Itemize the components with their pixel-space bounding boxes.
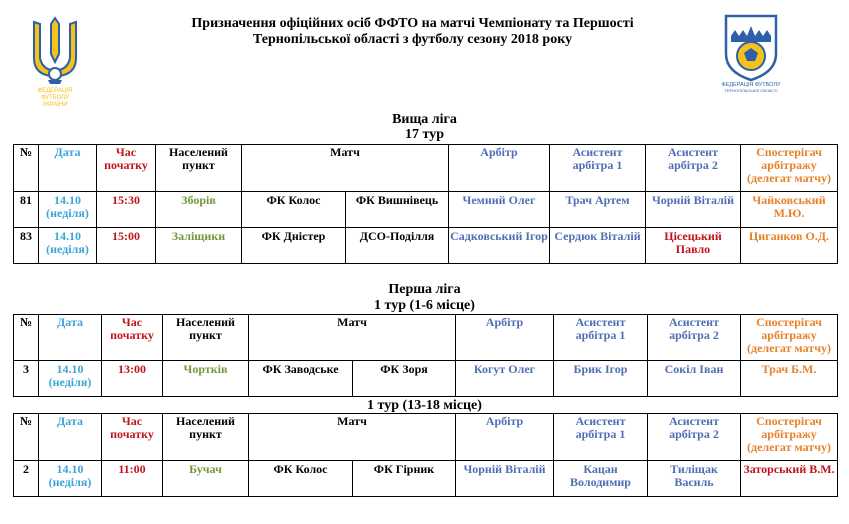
header-assistant2: Асистент арбітра 2 [648, 315, 741, 361]
row-home-team: ФК Заводське [249, 361, 353, 397]
logo-left-line3: УКРАЇНИ [42, 102, 68, 108]
row-assistant2: Тиліщак Василь [648, 461, 741, 497]
fft-logo [718, 14, 784, 94]
row-referee: Садковський Ігор [449, 228, 550, 264]
table-header-row [14, 145, 838, 192]
header-assistant2: Асистент арбітра 2 [648, 414, 741, 461]
row-place: Заліщики [156, 228, 242, 264]
row-time: 11:00 [102, 461, 163, 497]
header-referee: Арбітр [456, 414, 554, 461]
day-value: (неділя) [46, 206, 89, 220]
row-place: Бучач [163, 461, 249, 497]
header-place: Населений пункт [163, 414, 249, 461]
day-value: (неділя) [46, 242, 89, 256]
row-assistant2: Чорній Віталій [646, 192, 741, 228]
persha-bottom-table [13, 413, 838, 497]
row-assistant2: Цісецький Павло [646, 228, 741, 264]
trident-icon [34, 18, 76, 84]
row-num: 3 [14, 361, 39, 397]
header-match: Матч [249, 414, 456, 461]
row-away-team: ДСО-Поділля [346, 228, 449, 264]
row-away-team: ФК Вишнівець [346, 192, 449, 228]
vyshcha-table [13, 144, 838, 264]
header-time: Час початку [102, 315, 163, 361]
row-assistant1: Трач Артем [550, 192, 646, 228]
row-num: 2 [14, 461, 39, 497]
header-date: Дата [39, 414, 102, 461]
header-time: Час початку [97, 145, 156, 192]
row-place: Зборів [156, 192, 242, 228]
row-observer: Циганков О.Д. [741, 228, 838, 264]
document-title [150, 16, 675, 48]
document-title-line1: Призначення офіційних осіб ФФТО на матчі Чемпіонату та Першості [191, 16, 634, 31]
table-row [14, 361, 838, 397]
header-num: № [14, 414, 39, 461]
date-value: 14.10 [56, 362, 84, 376]
header-time: Час початку [102, 414, 163, 461]
header-observer: Спостерігач арбітражу (делегат матчу) [741, 315, 838, 361]
day-value: (неділя) [48, 375, 92, 389]
row-referee: Чорній Віталій [456, 461, 554, 497]
header-referee: Арбітр [449, 145, 550, 192]
header-date: Дата [39, 145, 97, 192]
header-match: Матч [242, 145, 449, 192]
row-observer: Чайковський М.Ю. [741, 192, 838, 228]
row-date [39, 192, 97, 228]
persha-bottom-round-title: 1 тур (13-18 місце) [367, 398, 482, 413]
header-num: № [14, 315, 39, 361]
row-assistant1: Кацан Володимир [554, 461, 648, 497]
header-assistant1: Асистент арбітра 1 [554, 315, 648, 361]
day-value: (неділя) [48, 475, 92, 489]
logo-left-line1: ФЕДЕРАЦІЯ [37, 88, 73, 94]
row-home-team: ФК Дністер [242, 228, 346, 264]
logo-left-line2: ФУТБОЛУ [41, 95, 69, 101]
logo-right-line2: ТЕРНОПІЛЬСЬКОЇ ОБЛАСТІ [724, 88, 778, 93]
persha-top-table [13, 314, 838, 397]
row-away-team: ФК Зоря [353, 361, 456, 397]
date-value: 14.10 [56, 462, 84, 476]
row-assistant2: Сокіл Іван [648, 361, 741, 397]
row-observer: Заторський В.М. [741, 461, 838, 497]
header-assistant1: Асистент арбітра 1 [554, 414, 648, 461]
row-assistant1: Сердюк Віталій [550, 228, 646, 264]
row-num: 83 [14, 228, 39, 264]
header-observer: Спостерігач арбітражу (делегат матчу) [741, 414, 838, 461]
logo-right-line1: ФЕДЕРАЦІЯ ФУТБОЛУ [721, 82, 781, 88]
row-date [39, 361, 102, 397]
table-row [14, 192, 838, 228]
table-header-row [14, 414, 838, 461]
vyshcha-round-title: 17 тур [405, 127, 444, 142]
row-num: 81 [14, 192, 39, 228]
table-row [14, 461, 838, 497]
header-assistant1: Асистент арбітра 1 [550, 145, 646, 192]
date-value: 14.10 [54, 229, 81, 243]
row-away-team: ФК Гірник [353, 461, 456, 497]
header-observer: Спостерігач арбітражу (делегат матчу) [741, 145, 838, 192]
row-time: 15:00 [97, 228, 156, 264]
table-header-row [14, 315, 838, 361]
header-referee: Арбітр [456, 315, 554, 361]
header-match: Матч [249, 315, 456, 361]
ternopil-ball-icon [726, 16, 776, 80]
row-date [39, 228, 97, 264]
row-home-team: ФК Колос [249, 461, 353, 497]
persha-league-title: Перша ліга [388, 282, 461, 297]
row-referee: Чемний Олег [449, 192, 550, 228]
vyshcha-league-title: Вища ліга [392, 112, 457, 127]
uaf-logo [20, 14, 90, 108]
document-title-line2: Тернопільської області з футболу сезону 2018 року [252, 32, 573, 47]
row-referee: Когут Олег [456, 361, 554, 397]
header-assistant2: Асистент арбітра 2 [646, 145, 741, 192]
row-time: 15:30 [97, 192, 156, 228]
row-place: Чортків [163, 361, 249, 397]
row-observer: Трач Б.М. [741, 361, 838, 397]
table-row [14, 228, 838, 264]
row-home-team: ФК Колос [242, 192, 346, 228]
header-place: Населений пункт [156, 145, 242, 192]
header-place: Населений пункт [163, 315, 249, 361]
header-num: № [14, 145, 39, 192]
persha-top-round-title: 1 тур (1-6 місце) [374, 298, 475, 313]
row-time: 13:00 [102, 361, 163, 397]
row-date [39, 461, 102, 497]
date-value: 14.10 [54, 193, 81, 207]
row-assistant1: Брик Ігор [554, 361, 648, 397]
header-date: Дата [39, 315, 102, 361]
